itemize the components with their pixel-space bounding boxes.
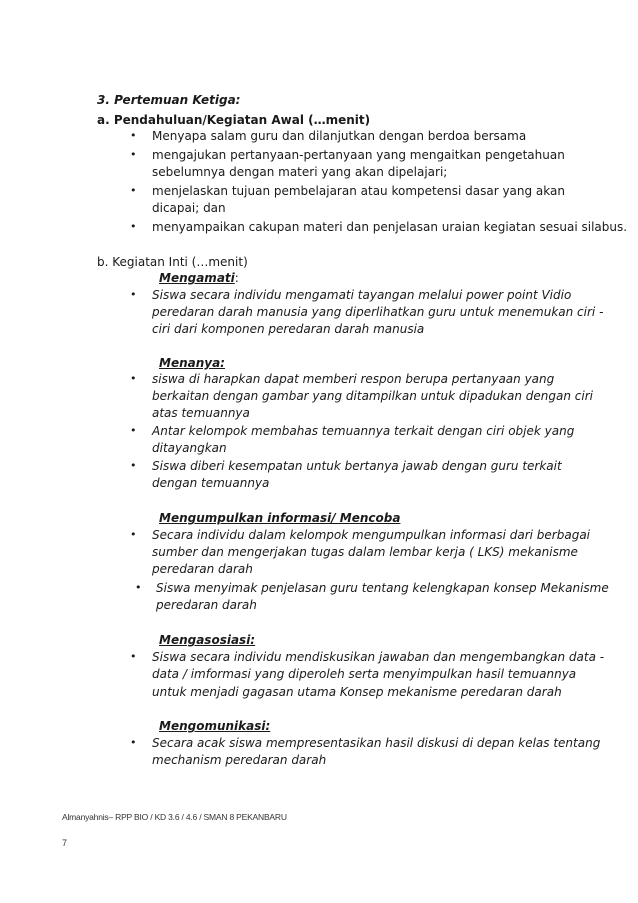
activity-title-mengomunikasi: Mengomunikasi: [159,719,271,733]
activity-line: Secara acak siswa mempresentasikan hasil diskusi di depan kelas tentang [152,736,601,750]
activity-line: ditayangkan [152,441,227,455]
activity-line: peredaran darah [156,598,257,612]
activity-title-menanya: Menanya: [159,356,225,370]
page-number: 7 [62,838,68,848]
activity-line: mechanism peredaran darah [152,753,327,767]
bullet-icon: • [130,220,137,233]
activity-title-mengumpulkan: Mengumpulkan informasi/ Mencoba [159,511,401,525]
activity-line: peredaran darah manusia yang diperlihatkan guru untuk menemukan ciri - [152,305,604,319]
bullet-icon: • [130,184,137,197]
activity-line: siswa di harapkan dapat memberi respon berupa pertanyaan yang [152,372,555,386]
activity-line: Antar kelompok membahas temuannya terkait dengan ciri objek yang [152,424,575,438]
bullet-icon: • [135,581,142,594]
activity-line: sumber dan mengerjakan tugas dalam lembar kerja ( LKS) mekanisme [152,545,578,559]
bullet-icon: • [130,372,137,385]
list-item: menyampaikan cakupan materi dan penjelasan uraian kegiatan sesuai silabus. [152,220,628,234]
list-item: mengajukan pertanyaan-pertanyaan yang mengaitkan pengetahuan [152,148,565,162]
activity-line: peredaran darah [152,562,253,576]
activity-line: Siswa menyimak penjelasan guru tentang kelengkapan konsep Mekanisme [156,581,609,595]
activity-line: Siswa secara individu mengamati tayangan melalui power point Vidio [152,288,572,302]
list-item: Menyapa salam guru dan dilanjutkan dengan berdoa bersama [152,129,527,143]
bullet-icon: • [130,650,137,663]
activity-title-mengamati [159,270,239,286]
bullet-icon: • [130,424,137,437]
list-item: menjelaskan tujuan pembelajaran atau kompetensi dasar yang akan [152,184,565,198]
bullet-icon: • [130,129,137,142]
subsection-b-heading: b. Kegiatan Inti (…menit) [97,255,248,269]
list-item-continued: sebelumnya dengan materi yang akan dipelajari; [152,165,448,179]
activity-title-mengasosiasi: Mengasosiasi: [159,633,256,647]
activity-line: ciri dari komponen peredaran darah manusia [152,322,425,336]
bullet-icon: • [130,528,137,541]
list-item-continued: dicapai; dan [152,201,226,215]
activity-line: untuk menjadi gagasan utama Konsep mekanisme peredaran darah [152,685,562,699]
section-heading: 3. Pertemuan Ketiga: [97,93,241,107]
bullet-icon: • [130,459,137,472]
activity-line: dengan temuannya [152,476,270,490]
bullet-icon: • [130,288,137,301]
activity-line: Secara individu dalam kelompok mengumpulkan informasi dari berbagai [152,528,591,542]
activity-line: data / imformasi yang diperoleh serta menyimpulkan hasil temuannya [152,667,577,681]
page-footer: Almanyahnis– RPP BIO / KD 3.6 / 4.6 / SMAN 8 PEKANBARU [62,812,287,822]
subsection-a-heading: a. Pendahuluan/Kegiatan Awal (…menit) [97,113,371,127]
bullet-icon: • [130,736,137,749]
activity-title-colon: : [234,271,239,285]
activity-line: berkaitan dengan gambar yang ditampilkan untuk dipadukan dengan ciri [152,389,593,403]
activity-line: Siswa secara individu mendiskusikan jawaban dan mengembangkan data - [152,650,605,664]
activity-title-text: Mengamati [159,271,235,285]
bullet-icon: • [130,148,137,161]
activity-line: atas temuannya [152,406,250,420]
activity-line: Siswa diberi kesempatan untuk bertanya jawab dengan guru terkait [152,459,562,473]
